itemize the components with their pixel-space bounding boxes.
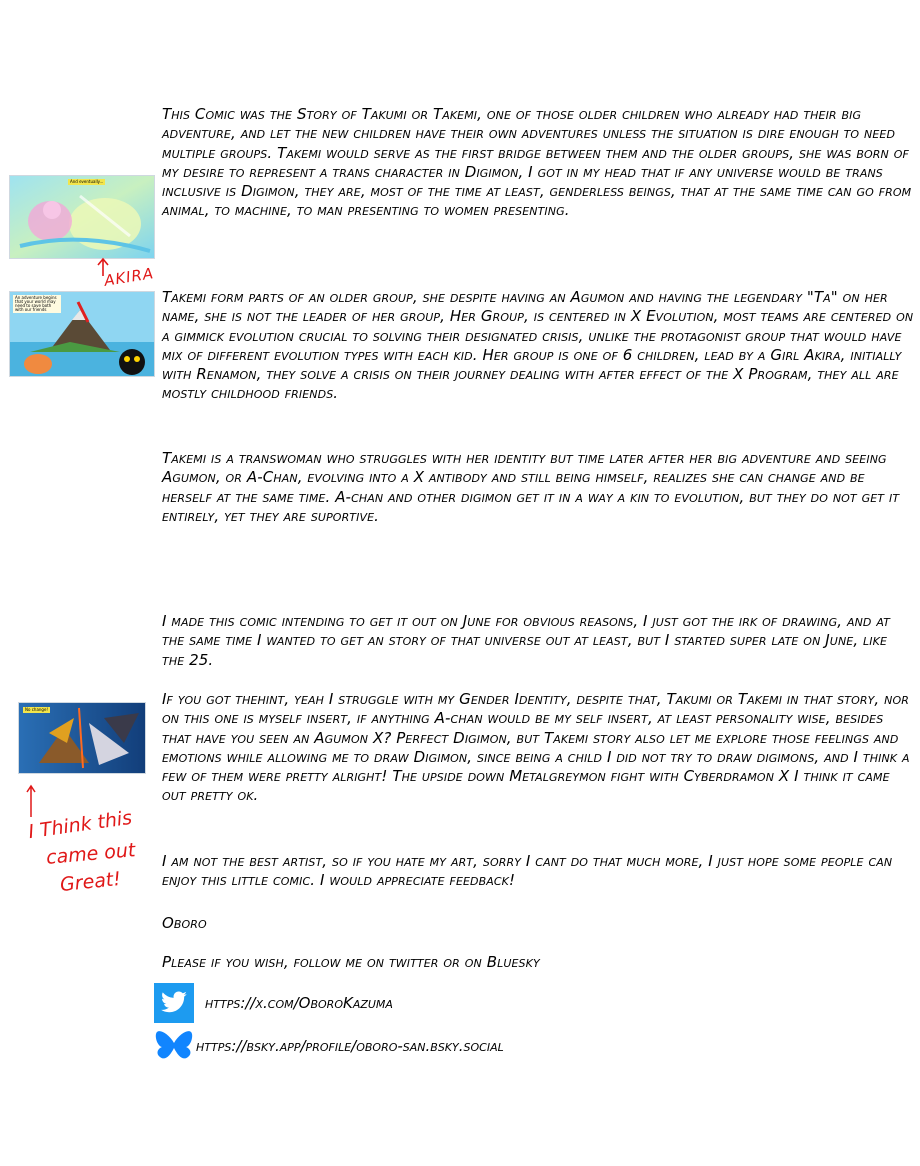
twitter-link[interactable]: https://x.com/OboroKazuma <box>205 994 393 1012</box>
paragraph-group: Takemi form parts of an older group, she despite having an Agumon and having the legendary "Ta" on her name, she is not the leader of her group, Her Group, is centered in X Evolution, most teams are centered on a gimmick evolution crucial to solving their designated crisis, unlike the protagonist group that would have mix of different evolution types with each kid. Her group is one of 6 children, lead by a Girl Akira, initially with Renamon, they solve a crisis on their journey dealing with after effect of the X Program, they all are mostly childhood friends. <box>162 288 914 403</box>
comic-panel-1-art <box>10 176 154 258</box>
paragraph-identity: Takemi is a transwoman who struggles with her identity but time later after her big adventure and seeing Agumon, or A-Chan, evolving into a X antibody and still being himself, realizes she can change and be herself at the same time. A-chan and other digimon get it in a way a kin to evolution, but they do not get it entirely, yet they are suportive. <box>162 449 900 525</box>
great-arrow-icon <box>24 783 38 819</box>
comic-thumbnail-2[interactable] <box>9 291 155 377</box>
panel-1-caption: And eventually... <box>70 179 104 184</box>
akira-annotation: AKIRA <box>102 264 156 290</box>
paragraph-hint: If you got thehint, yeah I struggle with my Gender Identity, despite that, Takumi or Takemi in that story, nor on this one is myself insert, if anything A-chan would be my self insert, at least personality wise, besides that have you seen an Agumon X? Perfect Digimon, but Takemi story also let me explore those feelings and emotions while allowing me to draw Digimon, since being a child I did not try to draw digimons, and I think a few of them were pretty alright! The upside down Metalgreymon fight with Cyberdramon X I think it came out pretty ok. <box>162 690 910 805</box>
panel-3-caption: No change! <box>25 707 49 712</box>
paragraph-follow: Please if you wish, follow me on twitter or on Bluesky <box>162 953 540 971</box>
great-annotation-line-2: came out <box>45 839 137 869</box>
twitter-link-row[interactable] <box>154 983 393 1023</box>
panel-2-caption: An adventure begins that your world may need to save both with our friends <box>13 295 61 313</box>
paragraph-intro: This Comic was the Story of Takumi or Takemi, one of those older children who already had their big adventure, and let the new children have their own adventures unless the situation is dire enough to need multiple groups. Takemi would serve as the first bridge between them and the older groups, she was born of my desire to represent a trans character in Digimon, I got in my head that if any universe would be trans inclusive is Digimon, they are, most of the time at least, genderless beings, that at the same time can go from animal, to machine, to man presenting to women presenting. <box>162 105 912 220</box>
paragraph-motivation: I made this comic intending to get it out on June for obvious reasons, I just got the irk of drawing, and at the same time I wanted to get an story of that universe out at least, but I started super late on June, like the 25. <box>162 612 891 669</box>
comic-thumbnail-3[interactable] <box>18 702 146 774</box>
bluesky-butterfly-icon <box>154 1026 194 1066</box>
bluesky-link-row[interactable] <box>154 1026 504 1066</box>
comic-thumbnail-1[interactable] <box>9 175 155 259</box>
paragraph-artist-note: I am not the best artist, so if you hate my art, sorry I cant do that much more, I just hope some people can enjoy this little comic. I would appreciate feedback! <box>162 852 893 890</box>
bluesky-link[interactable]: https://bsky.app/profile/oboro-san.bsky.social <box>196 1037 504 1055</box>
great-annotation-line-1: I Think this <box>26 806 134 844</box>
twitter-icon <box>154 983 194 1023</box>
signature-oboro: Oboro <box>162 914 207 932</box>
great-annotation-line-3: Great! <box>59 867 122 897</box>
comic-panel-3-art <box>19 703 145 773</box>
